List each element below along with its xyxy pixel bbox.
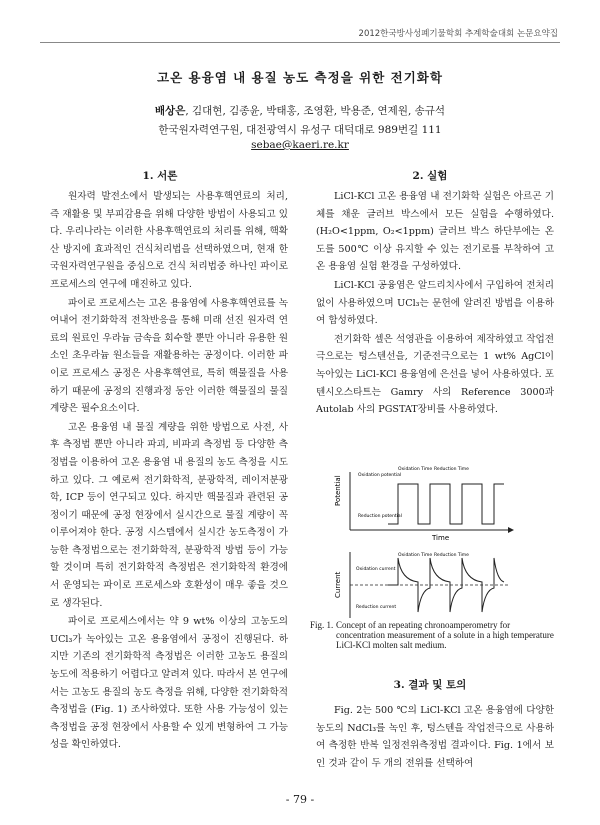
journal-header: 2012한국방사성폐기물학회 추계학술대회 논문요약집 xyxy=(358,29,558,39)
results-paragraph-1: Fig. 2는 500 ℃의 LiCl-KCl 고온 용융염에 다양한 농도의 NdCl₃를 녹인 후, 텅스텐을 작업전극으로 사용하여 측정한 반복 일정전위측정법 결과이다. Fig. 1에서 보인 것과 같이 두 개의 전위를 선택하여 xyxy=(316,705,554,769)
paper-title: 고온 용융염 내 용질 농도 측정을 위한 전기화학 xyxy=(157,70,443,85)
oxidation-current-label: Oxidation current xyxy=(356,567,396,572)
potential-label: Potential xyxy=(334,475,342,506)
intro-paragraph-4: 파이로 프로세스에서는 약 9 wt% 이상의 고농도의 UCl₃가 녹아있는 고온 용융염에서 공정이 진행된다. 하지만 기존의 전기화학적 측정법은 이러한 고농도 용질의 농도에 적용하기 어렵다고 알려져 있다. 따라서 본 연구에서는 고농도 용질의 농도 측정을 위해, 다양한 전기화학적 측정법을 (Fig. 1) 조사하였다. 또한 사용 가능성이 있는 측정법을 공정 현장에서 사용할 수 있게 변형하여 그 가능성을 확인하였다. xyxy=(50,616,288,751)
experiment-paragraph-1: LiCl-KCl 고온 용융염 내 전기화학 실험은 아르곤 기체를 채운 글러브 박스에서 모든 실험을 수행하였다.(H₂O<1ppm, O₂<1ppm) 글러브 박스 하단부에는 온도를 500℃ 이상 유지할 수 있는 전기로를 부착하여 고온 용융염 실험 환경을 구성하였다. xyxy=(316,191,554,273)
section-heading-results: 3. 결과 및 토의 xyxy=(393,679,467,691)
oxidation-potential-label: Oxidation potential xyxy=(358,473,402,478)
author-list xyxy=(0,103,600,118)
experiment-paragraph-3: 전기화학 셀은 석영관을 이용하여 제작하였고 작업전극으로는 텅스텐선을, 기준전극으로는 1 wt% AgCl이 녹아있는 LiCl-KCl 용융염에 은선을 넣어 사용하였다. 포텐시오스타트는 Gamry 사의 Reference 3000과 Autolab 사의 PGSTAT장비를 사용하였다. xyxy=(316,333,554,416)
section-heading-intro: 1. 서론 xyxy=(142,170,178,182)
page-number: - 79 - xyxy=(285,793,315,806)
time-label: Time xyxy=(432,534,450,542)
left-column xyxy=(50,188,288,754)
caption-text: Concept of an repeating chronoamperometry for concentration measurement of a solute in a high temperature LiCl-KCl molten salt medium. xyxy=(336,620,554,650)
header-rule xyxy=(40,42,560,43)
oxidation-time-label: Oxidation Time xyxy=(398,467,433,472)
affiliation: 한국원자력연구원, 대전광역시 유성구 대덕대로 989번길 111 xyxy=(158,124,442,136)
intro-paragraph-1: 원자력 발전소에서 발생되는 사용후핵연료의 처리, 즉 재활용 및 부피감용을 위해 다양한 방법이 사용되고 있다. 우리나라는 이러한 사용후핵연료의 처리를 위해, 핵확산 방지에 효과적인 건식처리법을 선택하였으며, 현재 한국원자력연구원을 중심으로 건식 처리법중 하나인 파이로 프로세스의 연구에 매진하고 있다. xyxy=(50,191,288,290)
right-column-top xyxy=(316,188,554,419)
author-email[interactable]: sebae@kaeri.re.kr xyxy=(251,139,349,151)
figure-chronoamperometry xyxy=(322,462,558,622)
reduction-potential-label: Reduction potential xyxy=(358,514,402,519)
intro-paragraph-3: 고온 용융염 내 물질 계량을 위한 방법으로 사전, 사후 측정법 뿐만 아니라 파괴, 비파괴 측정법 등 다양한 측정법을 이용하여 고온 용융염 내 용질의 농도 측정을 시도하고 있다. 그 예로써 전기화학적, 분광학적, 레이저분광학, ICP 등이 연구되고 있다. 하지만 핵물질과 관련된 공정이기 때문에 공정 현장에서 실시간으로 물질 계량이 꼭 이루어져야 한다. 공정 시스템에서 실시간 농도측정이 가능한 측정법으로는 전기화학적, 분광학적 방법 등이 가능할 것이며 특히 전기화학적 측정법은 전기화학적 환경에서 운영되는 파이로 프로세스와 호환성이 매우 좋을 것으로 생각된다. xyxy=(50,421,288,609)
right-column-bottom xyxy=(316,702,554,772)
figure-caption xyxy=(310,620,560,650)
current-label: Current xyxy=(334,571,342,598)
intro-paragraph-2: 파이로 프로세스는 고온 용융염에 사용후핵연료를 녹여내어 전기화학적 전착반응을 통해 미래 선진 원자력 연료의 원료인 우라늄 금속을 회수할 뿐만 아니라 유용한 원소인 초우라늄 원소들을 재활용하는 공정이다. 이러한 파이로 프로세스 공정은 사용후핵연료, 특히 핵물질을 사용하기 때문에 공정의 진행과정 동안 이러한 핵물질의 물질 계량은 필수요소이다. xyxy=(50,297,288,415)
experiment-paragraph-2: LiCl-KCl 공융염은 알드리치사에서 구입하여 전처리 없이 사용하였으며 UCl₃는 문헌에 알려진 방법을 이용하여 합성하였다. xyxy=(316,279,554,327)
potential-square-wave xyxy=(388,484,504,524)
lead-author: 배상은 xyxy=(154,105,186,117)
reduction-time-label-2: Reduction Time xyxy=(434,553,469,558)
co-authors: , 김대현, 김종윤, 박태홍, 조영환, 박용준, 연제원, 송규석 xyxy=(185,105,446,117)
reduction-current-label: Reduction current xyxy=(356,605,397,610)
oxidation-time-label-2: Oxidation Time xyxy=(398,553,433,558)
reduction-time-label: Reduction Time xyxy=(434,467,469,472)
caption-label: Fig. 1. xyxy=(310,620,334,630)
section-heading-experiment: 2. 실험 xyxy=(412,170,448,182)
